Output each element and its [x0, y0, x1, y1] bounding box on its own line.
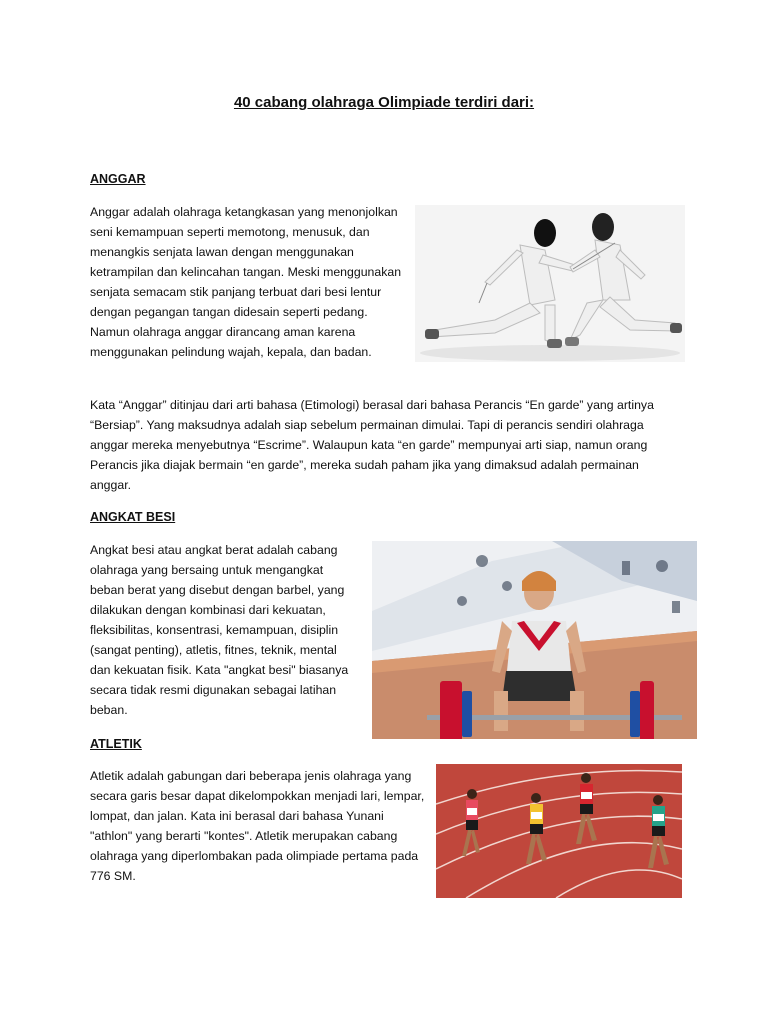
- anggar-paragraph-2: Kata “Anggar” ditinjau dari arti bahasa (Etimologi) berasal dari bahasa Perancis “En garde” yang artinya “Bersiap”. Yang maksudnya adalah siap sebelum permainan dimulai. Tapi di perancis sendiri olahraga anggar mereka menyebutnya “Escrime”. Walaupun kata “en garde” mempunyai arti siap, namun orang Perancis jika diajak bermain “en garde”, mereka sudah paham jika yang dimaksud adalah permainan anggar.: [90, 398, 654, 492]
- weightlifting-image: [372, 541, 697, 739]
- page-title: 40 cabang olahraga Olimpiade terdiri dari:: [233, 94, 535, 111]
- section-heading-angkat-besi: ANGKAT BESI: [90, 510, 176, 524]
- weightlifting-illustration: [372, 541, 697, 739]
- athletics-illustration: [436, 764, 682, 898]
- fencing-illustration: [415, 205, 685, 362]
- atletik-paragraph-1: Atletik adalah gabungan dari beberapa jenis olahraga yang secara garis besar dapat dikelompokkan menjadi lari, lempar, lompat, dan jalan. Kata ini berasal dari bahasa Yunani "athlon" yang berarti "kontes". Atletik merupakan cabang olahraga yang diperlombakan pada olimpiade pertama pada 776 SM.: [90, 769, 425, 883]
- athletics-image: [436, 764, 682, 898]
- section-heading-anggar: ANGGAR: [90, 172, 146, 186]
- section-heading-atletik: ATLETIK: [90, 737, 142, 751]
- anggar-paragraph-1: Anggar adalah olahraga ketangkasan yang menonjolkan seni kemampuan seperti memotong, menusuk, dan menangkis senjata lawan dengan menggunakan ketrampilan dan kelincahan tangan. Meski menggunakan senjata semacam stik panjang terbuat dari besi lentur dengan pegangan tangan didesain seperti pedang. Namun olahraga anggar dirancang aman karena menggunakan pelindung wajah, kepala, dan badan.: [90, 205, 402, 359]
- angkat-besi-paragraph-1: Angkat besi atau angkat berat adalah cabang olahraga yang bersaing untuk mengangkat beban berat yang disebut dengan barbel, yang dilakukan dengan kombinasi dari kekuatan, fleksibilitas, konsentrasi, kemampuan, disiplin (sangat penting), atletis, fitnes, teknik, mental dan kekuatan fisik. Kata "angkat besi" biasanya secara tidak resmi digunakan sebagai latihan beban.: [90, 543, 349, 717]
- fencing-image: [415, 205, 685, 362]
